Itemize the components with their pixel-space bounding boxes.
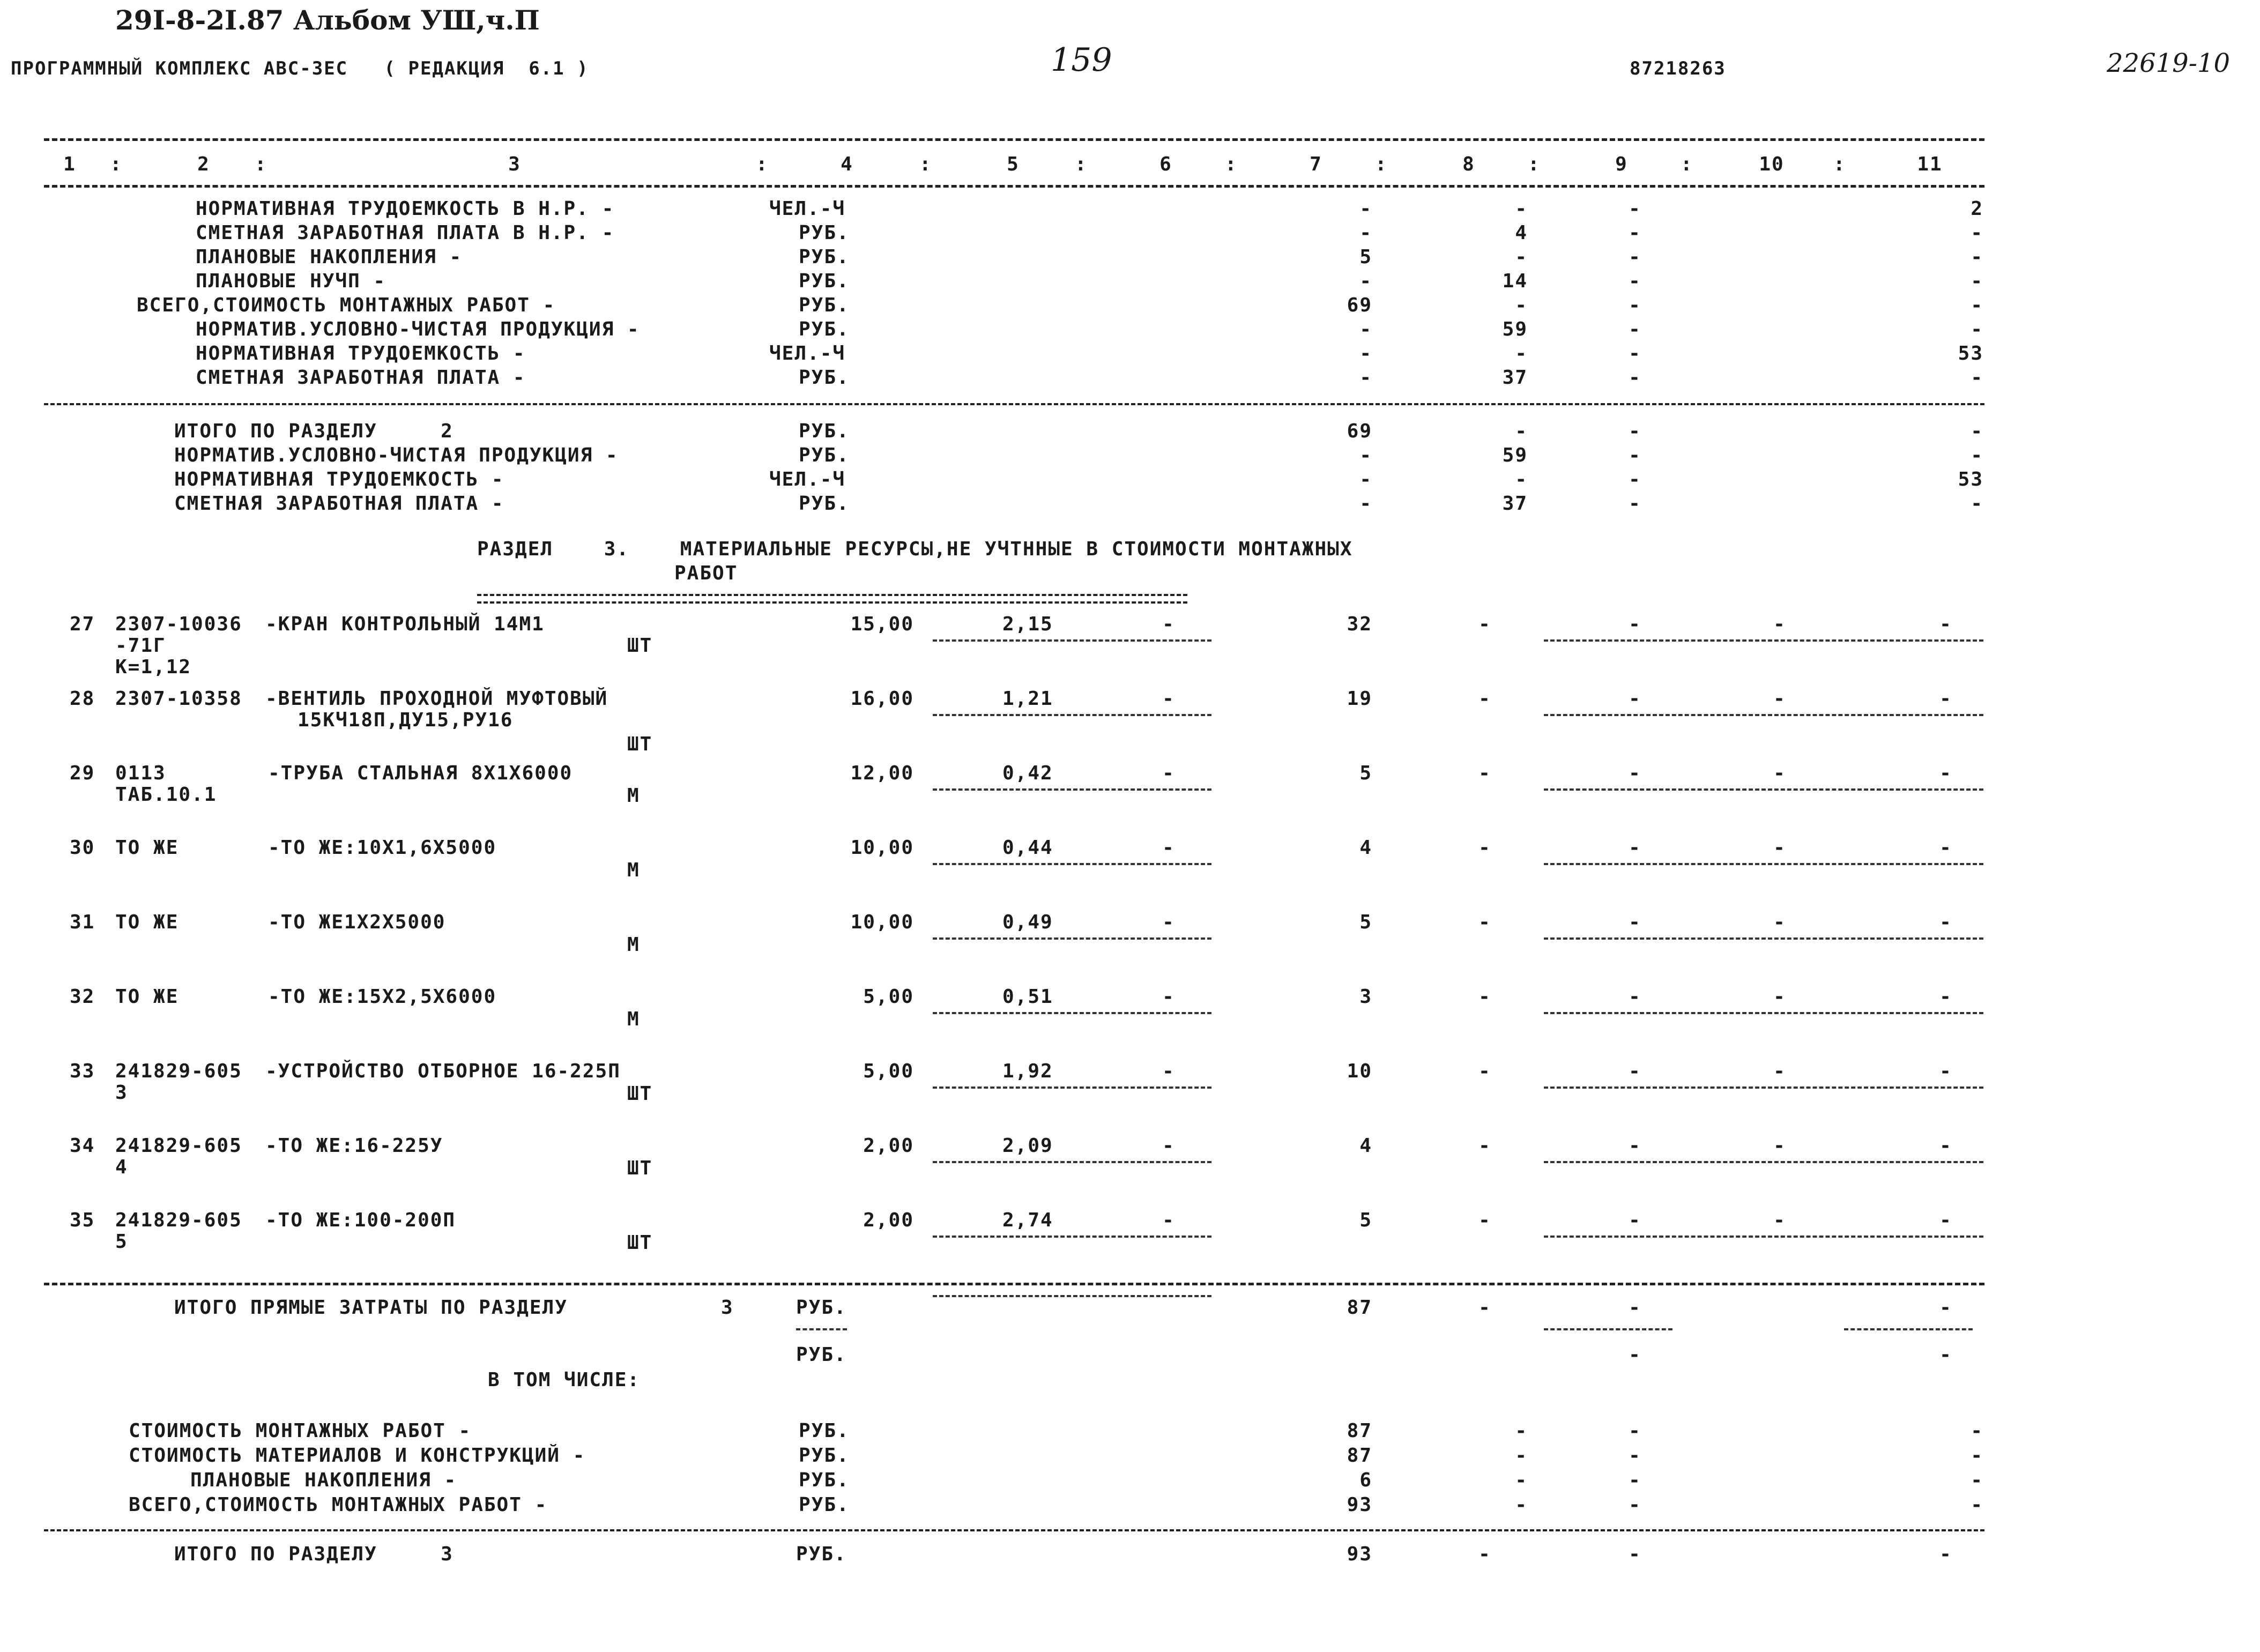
direct-costs-c11b: - xyxy=(1939,1344,1952,1366)
summary-label: НОРМАТИВ.УСЛОВНО-ЧИСТАЯ ПРОДУКЦИЯ - xyxy=(196,318,640,340)
item-code-line2: 3 xyxy=(115,1082,128,1104)
summary-c9: - xyxy=(1629,343,1641,364)
section2-summary-rule xyxy=(44,403,1984,405)
section3-total-unit: РУБ. xyxy=(796,1543,847,1565)
section3-title: РАЗДЕЛ 3. МАТЕРИАЛЬНЫЕ РЕСУРСЫ,НЕ УЧТННЫЕ В СТОИМОСТИ МОНТАЖНЫХ xyxy=(477,538,1353,560)
item-c8: - xyxy=(1478,1135,1491,1157)
item-quantity: 10,00 xyxy=(850,837,914,859)
item-unit: ШТ xyxy=(627,1232,653,1254)
column-separator: : xyxy=(1075,153,1088,175)
summary-c7: 69 xyxy=(1347,420,1372,442)
item-number: 32 xyxy=(70,986,95,1008)
item-c11: - xyxy=(1939,1060,1952,1082)
column-header-8: 8 xyxy=(1462,153,1475,175)
item-subrule-right xyxy=(1544,937,1983,940)
item-c6: - xyxy=(1162,1060,1175,1082)
summary-c7: - xyxy=(1359,343,1372,364)
items-end-rule xyxy=(933,1295,1211,1297)
section3-total-c11: - xyxy=(1939,1543,1952,1565)
direct-costs-c7: 87 xyxy=(1347,1297,1372,1319)
item-code: 241829-605 xyxy=(115,1135,242,1157)
column-header-1: 1 xyxy=(63,153,76,175)
item-subrule-right xyxy=(1544,639,1983,642)
item-name: -ТО ЖЕ:10Х1,6Х5000 xyxy=(268,837,497,859)
item-c6: - xyxy=(1162,613,1175,635)
item-unit: М xyxy=(627,934,640,956)
summary-c8: 59 xyxy=(1502,318,1528,340)
item-unit: ШТ xyxy=(627,1083,653,1105)
item-quantity: 15,00 xyxy=(850,613,914,635)
item-code-line2: 5 xyxy=(115,1231,128,1253)
item-code-line2: -71Г xyxy=(115,635,166,657)
summary-c8: 37 xyxy=(1502,367,1528,389)
column-separator: : xyxy=(756,153,769,175)
summary-label: НОРМАТИВНАЯ ТРУДОЕМКОСТЬ В Н.Р. - xyxy=(196,198,615,220)
summary-label: ПЛАНОВЫЕ НАКОПЛЕНИЯ - xyxy=(190,1469,457,1491)
item-unit: ШТ xyxy=(627,635,653,657)
summary-unit: РУБ. xyxy=(799,1420,850,1442)
item-code: ТО ЖЕ xyxy=(115,986,179,1008)
summary-c8: 14 xyxy=(1502,270,1528,292)
column-header-9: 9 xyxy=(1615,153,1628,175)
item-c9: - xyxy=(1629,986,1641,1008)
item-c11: - xyxy=(1939,1135,1952,1157)
item-amount: 10 xyxy=(1347,1060,1372,1082)
summary-c11: - xyxy=(1971,444,1983,466)
column-separator: : xyxy=(919,153,932,175)
item-c9: - xyxy=(1629,1060,1641,1082)
summary-c8: - xyxy=(1515,420,1528,442)
item-unit: М xyxy=(627,785,640,807)
summary-c8: 59 xyxy=(1502,444,1528,466)
summary-c7: - xyxy=(1359,270,1372,292)
summary-label: СМЕТНАЯ ЗАРАБОТНАЯ ПЛАТА - xyxy=(196,367,526,389)
item-number: 28 xyxy=(70,688,95,710)
item-code: ТО ЖЕ xyxy=(115,911,179,933)
direct-costs-section: 3 xyxy=(721,1297,734,1319)
summary-c9: - xyxy=(1629,367,1641,389)
item-c6: - xyxy=(1162,986,1175,1008)
item-price: 1,21 xyxy=(1002,688,1053,710)
summary-c8: 37 xyxy=(1502,493,1528,515)
column-header-7: 7 xyxy=(1310,153,1322,175)
summary-label: ВСЕГО,СТОИМОСТЬ МОНТАЖНЫХ РАБОТ - xyxy=(129,1494,548,1516)
item-quantity: 16,00 xyxy=(850,688,914,710)
summary-label: ПЛАНОВЫЕ НАКОПЛЕНИЯ - xyxy=(196,246,463,268)
summary-c8: - xyxy=(1515,294,1528,316)
item-c8: - xyxy=(1478,911,1491,933)
column-separator: : xyxy=(1225,153,1238,175)
summary-c8: - xyxy=(1515,1494,1528,1516)
item-c10: - xyxy=(1773,688,1786,710)
item-number: 34 xyxy=(70,1135,95,1157)
item-price: 1,92 xyxy=(1002,1060,1053,1082)
item-c11: - xyxy=(1939,911,1952,933)
item-c10: - xyxy=(1773,911,1786,933)
summary-c7: 5 xyxy=(1359,246,1372,268)
summary-c7: - xyxy=(1359,318,1372,340)
summary-label: СТОИМОСТЬ МАТЕРИАЛОВ И КОНСТРУКЦИЙ - xyxy=(129,1445,586,1467)
item-c8: - xyxy=(1478,762,1491,784)
summary-c9: - xyxy=(1629,1469,1641,1491)
item-unit: ШТ xyxy=(627,1157,653,1179)
page-number: 159 xyxy=(1051,41,1112,79)
summary-c11: 53 xyxy=(1958,468,1983,490)
summary-c9: - xyxy=(1629,420,1641,442)
summary-c9: - xyxy=(1629,1420,1641,1442)
item-code-line3: К=1,12 xyxy=(115,656,192,678)
item-c11: - xyxy=(1939,688,1952,710)
item-number: 31 xyxy=(70,911,95,933)
item-c9: - xyxy=(1629,762,1641,784)
item-c8: - xyxy=(1478,986,1491,1008)
column-header-5: 5 xyxy=(1007,153,1020,175)
summary-c8: - xyxy=(1515,1445,1528,1467)
item-amount: 5 xyxy=(1359,911,1372,933)
summary-c7: - xyxy=(1359,367,1372,389)
item-number: 35 xyxy=(70,1209,95,1231)
summary-c7: - xyxy=(1359,493,1372,515)
item-subrule-right xyxy=(1544,1161,1983,1163)
column-header-3: 3 xyxy=(508,153,521,175)
item-amount: 32 xyxy=(1347,613,1372,635)
direct-costs-c11-rule xyxy=(1844,1328,1973,1330)
item-c8: - xyxy=(1478,613,1491,635)
summary-label: НОРМАТИВ.УСЛОВНО-ЧИСТАЯ ПРОДУКЦИЯ - xyxy=(174,444,619,466)
item-subrule-right xyxy=(1544,1087,1983,1089)
summary-unit: ЧЕЛ.-Ч xyxy=(769,468,846,490)
item-c10: - xyxy=(1773,1209,1786,1231)
summary-c11: - xyxy=(1971,1445,1983,1467)
summary-c8: - xyxy=(1515,343,1528,364)
summary-unit: РУБ. xyxy=(799,1494,850,1516)
summary-c7: 93 xyxy=(1347,1494,1372,1516)
item-c9: - xyxy=(1629,688,1641,710)
item-subrule-right xyxy=(1544,1236,1983,1238)
column-header-2: 2 xyxy=(197,153,210,175)
item-name: -ТО ЖЕ1Х2Х5000 xyxy=(268,911,446,933)
document-code: 87218263 xyxy=(1630,58,1726,79)
summary-c9: - xyxy=(1629,493,1641,515)
item-code-line2: 4 xyxy=(115,1156,128,1178)
column-header-6: 6 xyxy=(1159,153,1172,175)
item-subrule-right xyxy=(1544,714,1983,716)
column-separator: : xyxy=(110,153,123,175)
direct-costs-c11: - xyxy=(1939,1297,1952,1319)
item-price: 0,44 xyxy=(1002,837,1053,859)
column-separator: : xyxy=(1375,153,1388,175)
summary-c9: - xyxy=(1629,468,1641,490)
item-code: 2307-10036 xyxy=(115,613,242,635)
column-header-4: 4 xyxy=(841,153,853,175)
item-subrule-price xyxy=(933,714,1211,716)
item-subrule-price xyxy=(933,1236,1211,1238)
summary-c11: - xyxy=(1971,493,1983,515)
item-c9: - xyxy=(1629,1135,1641,1157)
direct-costs-c9b: - xyxy=(1629,1344,1641,1366)
item-c9: - xyxy=(1629,1209,1641,1231)
summary-c11: - xyxy=(1971,1494,1983,1516)
item-subrule-price xyxy=(933,1012,1211,1014)
summary-c7: 87 xyxy=(1347,1445,1372,1467)
item-subrule-price xyxy=(933,788,1211,791)
summary-c8: 4 xyxy=(1515,222,1528,244)
column-separator: : xyxy=(1528,153,1541,175)
section3-total-c9: - xyxy=(1629,1543,1641,1565)
item-code: ТО ЖЕ xyxy=(115,837,179,859)
summary-c7: 69 xyxy=(1347,294,1372,316)
item-name-line2: 15КЧ18П,ДУ15,РУ16 xyxy=(298,709,514,731)
section3-breakdown-rule xyxy=(44,1529,1984,1531)
item-subrule-price xyxy=(933,1161,1211,1163)
summary-c7: - xyxy=(1359,468,1372,490)
summary-c11: - xyxy=(1971,270,1983,292)
direct-costs-c8: - xyxy=(1478,1297,1491,1319)
item-amount: 3 xyxy=(1359,986,1372,1008)
column-header-10: 10 xyxy=(1759,153,1785,175)
including-heading: В ТОМ ЧИСЛЕ: xyxy=(488,1369,641,1391)
item-amount: 19 xyxy=(1347,688,1372,710)
summary-label: НОРМАТИВНАЯ ТРУДОЕМКОСТЬ - xyxy=(174,468,504,490)
section3-total-c7: 93 xyxy=(1347,1543,1372,1565)
summary-c7: 6 xyxy=(1359,1469,1372,1491)
direct-costs-label: ИТОГО ПРЯМЫЕ ЗАТРАТЫ ПО РАЗДЕЛУ xyxy=(174,1297,568,1319)
item-c11: - xyxy=(1939,986,1952,1008)
summary-c9: - xyxy=(1629,318,1641,340)
item-code: 241829-605 xyxy=(115,1060,242,1082)
summary-unit: РУБ. xyxy=(799,367,850,389)
summary-c11: 53 xyxy=(1958,343,1983,364)
item-c9: - xyxy=(1629,837,1641,859)
item-code: 0113 xyxy=(115,762,166,784)
item-amount: 5 xyxy=(1359,1209,1372,1231)
summary-c11: - xyxy=(1971,367,1983,389)
item-name: -ТРУБА СТАЛЬНАЯ 8Х1Х6000 xyxy=(268,762,573,784)
item-name: -ТО ЖЕ:100-200П xyxy=(265,1209,456,1231)
section3-total-label: ИТОГО ПО РАЗДЕЛУ 3 xyxy=(174,1543,454,1565)
summary-c7: 87 xyxy=(1347,1420,1372,1442)
item-c10: - xyxy=(1773,986,1786,1008)
direct-costs-c9-rule xyxy=(1544,1328,1672,1330)
item-subrule-price xyxy=(933,937,1211,940)
item-number: 29 xyxy=(70,762,95,784)
item-price: 0,42 xyxy=(1002,762,1053,784)
item-c6: - xyxy=(1162,837,1175,859)
summary-unit: РУБ. xyxy=(799,270,850,292)
item-c6: - xyxy=(1162,762,1175,784)
summary-label: ВСЕГО,СТОИМОСТЬ МОНТАЖНЫХ РАБОТ - xyxy=(137,294,556,316)
summary-c11: - xyxy=(1971,246,1983,268)
item-quantity: 10,00 xyxy=(850,911,914,933)
item-subrule-price xyxy=(933,639,1211,642)
section3-title-cont: РАБОТ xyxy=(674,562,738,584)
item-c10: - xyxy=(1773,837,1786,859)
item-name: -ТО ЖЕ:15Х2,5Х6000 xyxy=(268,986,497,1008)
program-title: ПРОГРАММНЫЙ КОМПЛЕКС АВС-ЗЕС ( РЕДАКЦИЯ 6.1 ) xyxy=(11,58,589,79)
item-name: -ТО ЖЕ:16-225У xyxy=(265,1135,443,1157)
summary-c9: - xyxy=(1629,270,1641,292)
item-c9: - xyxy=(1629,911,1641,933)
item-c6: - xyxy=(1162,1209,1175,1231)
item-c11: - xyxy=(1939,762,1952,784)
direct-costs-rule xyxy=(44,1283,1984,1285)
column-header-rule xyxy=(44,185,1984,188)
summary-c9: - xyxy=(1629,1494,1641,1516)
summary-c9: - xyxy=(1629,1445,1641,1467)
item-c11: - xyxy=(1939,837,1952,859)
summary-unit: РУБ. xyxy=(799,294,850,316)
item-price: 0,51 xyxy=(1002,986,1053,1008)
item-c6: - xyxy=(1162,1135,1175,1157)
table-top-rule xyxy=(44,138,1984,141)
summary-c8: - xyxy=(1515,1469,1528,1491)
item-amount: 5 xyxy=(1359,762,1372,784)
item-subrule-right xyxy=(1544,863,1983,865)
summary-label: ПЛАНОВЫЕ НУЧП - xyxy=(196,270,386,292)
summary-unit: ЧЕЛ.-Ч xyxy=(769,198,846,220)
summary-label: СМЕТНАЯ ЗАРАБОТНАЯ ПЛАТА В Н.Р. - xyxy=(196,222,615,244)
item-c11: - xyxy=(1939,613,1952,635)
summary-c8: - xyxy=(1515,1420,1528,1442)
item-number: 33 xyxy=(70,1060,95,1082)
summary-c11: - xyxy=(1971,1420,1983,1442)
item-c8: - xyxy=(1478,1209,1491,1231)
summary-c11: - xyxy=(1971,294,1983,316)
column-separator: : xyxy=(1833,153,1846,175)
item-c10: - xyxy=(1773,762,1786,784)
summary-unit: РУБ. xyxy=(799,318,850,340)
summary-c7: - xyxy=(1359,444,1372,466)
column-header-11: 11 xyxy=(1917,153,1943,175)
column-separator: : xyxy=(1681,153,1693,175)
summary-c11: - xyxy=(1971,1469,1983,1491)
item-code-line2: ТАБ.10.1 xyxy=(115,784,217,806)
summary-c9: - xyxy=(1629,198,1641,220)
item-price: 2,15 xyxy=(1002,613,1053,635)
item-subrule-price xyxy=(933,863,1211,865)
column-separator: : xyxy=(255,153,267,175)
summary-unit: РУБ. xyxy=(799,1445,850,1467)
summary-c7: - xyxy=(1359,222,1372,244)
item-number: 27 xyxy=(70,613,95,635)
section3-title-underline xyxy=(477,594,1187,604)
item-name: -КРАН КОНТРОЛЬНЫЙ 14М1 xyxy=(265,613,545,635)
item-c6: - xyxy=(1162,688,1175,710)
item-quantity: 2,00 xyxy=(863,1209,914,1231)
item-price: 0,49 xyxy=(1002,911,1053,933)
summary-c7: - xyxy=(1359,198,1372,220)
item-unit: М xyxy=(627,859,640,881)
item-code: 2307-10358 xyxy=(115,688,242,710)
summary-c8: - xyxy=(1515,468,1528,490)
summary-unit: РУБ. xyxy=(799,420,850,442)
summary-unit: РУБ. xyxy=(799,1469,850,1491)
summary-unit: ЧЕЛ.-Ч xyxy=(769,343,846,364)
summary-unit: РУБ. xyxy=(799,246,850,268)
item-c8: - xyxy=(1478,688,1491,710)
summary-c8: - xyxy=(1515,246,1528,268)
summary-c11: - xyxy=(1971,318,1983,340)
summary-c11: - xyxy=(1971,222,1983,244)
direct-costs-unit: РУБ. xyxy=(796,1297,847,1319)
direct-costs-unit-rule xyxy=(796,1328,847,1330)
summary-label: ИТОГО ПО РАЗДЕЛУ 2 xyxy=(174,420,454,442)
item-c10: - xyxy=(1773,1135,1786,1157)
item-c10: - xyxy=(1773,1060,1786,1082)
item-price: 2,74 xyxy=(1002,1209,1053,1231)
item-subrule-price xyxy=(933,1087,1211,1089)
item-quantity: 2,00 xyxy=(863,1135,914,1157)
summary-c9: - xyxy=(1629,294,1641,316)
item-c11: - xyxy=(1939,1209,1952,1231)
item-c10: - xyxy=(1773,613,1786,635)
summary-unit: РУБ. xyxy=(799,222,850,244)
item-code: 241829-605 xyxy=(115,1209,242,1231)
summary-label: НОРМАТИВНАЯ ТРУДОЕМКОСТЬ - xyxy=(196,343,526,364)
item-name: -УСТРОЙСТВО ОТБОРНОЕ 16-225П xyxy=(265,1060,621,1082)
summary-c9: - xyxy=(1629,444,1641,466)
item-c8: - xyxy=(1478,1060,1491,1082)
item-amount: 4 xyxy=(1359,837,1372,859)
item-amount: 4 xyxy=(1359,1135,1372,1157)
item-price: 2,09 xyxy=(1002,1135,1053,1157)
summary-label: СТОИМОСТЬ МОНТАЖНЫХ РАБОТ - xyxy=(129,1420,472,1442)
item-subrule-right xyxy=(1544,1012,1983,1014)
summary-c9: - xyxy=(1629,222,1641,244)
item-unit: М xyxy=(627,1008,640,1030)
section3-total-c8: - xyxy=(1478,1543,1491,1565)
item-c6: - xyxy=(1162,911,1175,933)
item-number: 30 xyxy=(70,837,95,859)
summary-unit: РУБ. xyxy=(799,493,850,515)
item-unit: ШТ xyxy=(627,733,653,755)
direct-costs-c9: - xyxy=(1629,1297,1641,1319)
item-quantity: 12,00 xyxy=(850,762,914,784)
summary-c11: - xyxy=(1971,420,1983,442)
summary-c8: - xyxy=(1515,198,1528,220)
item-c9: - xyxy=(1629,613,1641,635)
direct-costs-unit2: РУБ. xyxy=(796,1344,847,1366)
document-id: 29I-8-2I.87 Альбом УШ,ч.П xyxy=(115,4,540,36)
item-quantity: 5,00 xyxy=(863,1060,914,1082)
summary-c11: 2 xyxy=(1971,198,1983,220)
summary-unit: РУБ. xyxy=(799,444,850,466)
summary-c9: - xyxy=(1629,246,1641,268)
item-name: -ВЕНТИЛЬ ПРОХОДНОЙ МУФТОВЫЙ xyxy=(265,688,608,710)
item-c8: - xyxy=(1478,837,1491,859)
summary-label: СМЕТНАЯ ЗАРАБОТНАЯ ПЛАТА - xyxy=(174,493,504,515)
item-subrule-right xyxy=(1544,788,1983,791)
item-quantity: 5,00 xyxy=(863,986,914,1008)
handwritten-number: 22619-10 xyxy=(2107,48,2230,78)
